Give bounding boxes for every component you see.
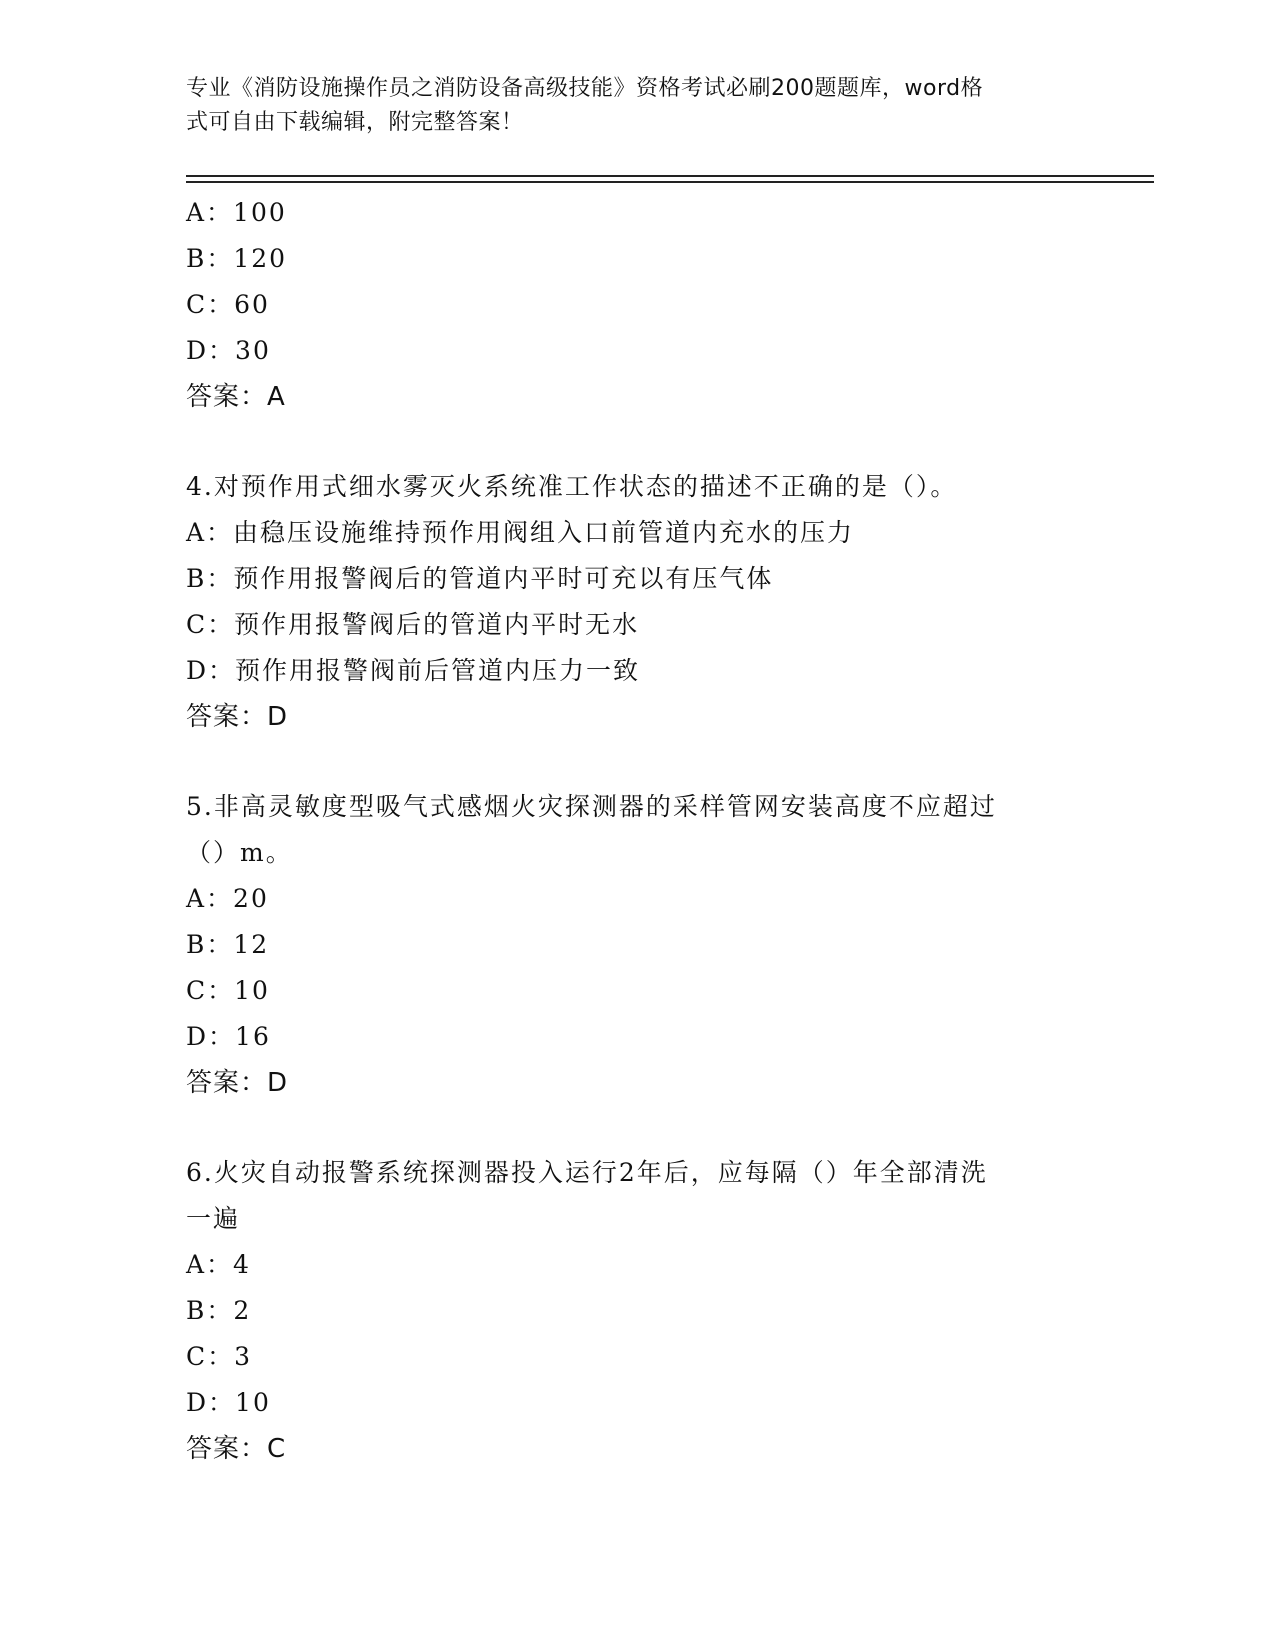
question-text-line-2: 一遍 [186,1204,241,1233]
option-d: D：10 [186,1388,271,1417]
option-a: A：100 [186,198,287,227]
header-line-2: 式可自由下载编辑，附完整答案！ [186,110,524,135]
answer-line: 答案：D [186,1068,289,1098]
document-header [186,72,1066,140]
question-5 [186,784,1086,1106]
answer-line: 答案：D [186,702,289,732]
option-d: D：30 [186,336,271,365]
option-c: C：3 [186,1342,253,1371]
option-a: A：4 [186,1250,251,1279]
header-rule-bottom [186,181,1154,183]
option-a: A：20 [186,884,269,913]
option-c: C：10 [186,976,270,1005]
header-rule-top [186,175,1154,177]
option-b: B：2 [186,1296,252,1325]
option-c: C：60 [186,290,270,319]
question-text: 4.对预作用式细水雾灭火系统准工作状态的描述不正确的是（）。 [186,472,958,501]
question-4 [186,464,1086,740]
option-d: D：16 [186,1022,271,1051]
question-6 [186,1150,1086,1472]
option-a: A：由稳压设施维持预作用阀组入口前管道内充水的压力 [186,518,855,547]
option-d: D：预作用报警阀前后管道内压力一致 [186,656,641,685]
question-text-line-1: 6.火灾自动报警系统探测器投入运行2年后，应每隔（）年全部清洗 [186,1158,988,1187]
header-line-1: 专业《消防设施操作员之消防设备高级技能》资格考试必刷200题题库，word格 [186,76,984,101]
question-list [186,190,1086,1472]
option-b: B：预作用报警阀后的管道内平时可充以有压气体 [186,564,774,593]
question-text-line-1: 5.非高灵敏度型吸气式感烟火灾探测器的采样管网安装高度不应超过 [186,792,997,821]
option-b: B：120 [186,244,288,273]
option-b: B：12 [186,930,270,959]
answer-line: 答案：A [186,382,286,412]
question-text-line-2: （）m。 [186,838,293,867]
question-3 [186,190,1086,420]
option-c: C：预作用报警阀后的管道内平时无水 [186,610,640,639]
answer-line: 答案：C [186,1434,287,1464]
